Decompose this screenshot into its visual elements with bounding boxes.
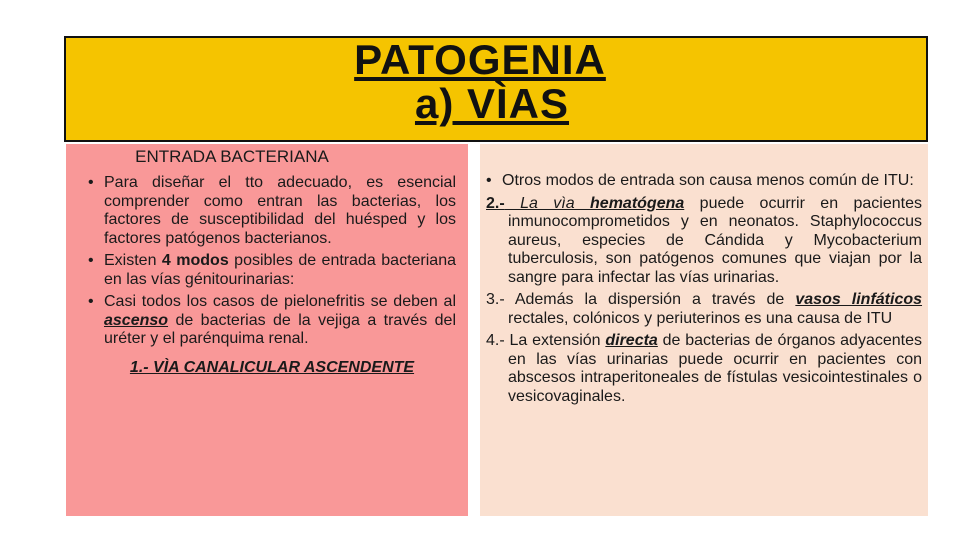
- text-run: posibles de entrada bacteriana en las vías génitourinarias:: [104, 252, 456, 288]
- left-footer: 1.- VÌA CANALICULAR ASCENDENTE: [129, 358, 415, 376]
- text-emphasis: vasos linfáticos: [795, 291, 923, 308]
- text-run: de bacterias de órganos adyacentes en las vías urinarias puede ocurrir en pacientes con abscesos intraperitoneales de fístulas vesicointestinales o vesicovaginales.: [508, 332, 922, 405]
- right-item-3: [486, 291, 922, 328]
- right-item-4: [486, 332, 922, 406]
- left-panel: [66, 144, 468, 516]
- right-panel: [480, 144, 928, 516]
- text-run: 4.- La extensión: [486, 332, 606, 349]
- title-line-1: PATOGENIA: [354, 36, 606, 83]
- left-bullet-2: [88, 252, 456, 289]
- title-line-2: a) VÌAS: [414, 80, 570, 127]
- text-bold: 4 modos: [161, 252, 229, 269]
- text-emphasis: hematógena: [590, 194, 685, 212]
- right-item-2: [486, 195, 922, 288]
- left-bullet-1: • Para diseñar el tto adecuado, es esencial comprender como entran las bacterias, los factores de susceptibilidad del huésped y los factores patógenos bacterianos.: [88, 174, 456, 248]
- text-run: Casi todos los casos de pielonefritis se deben al: [104, 293, 456, 310]
- item-number: 2.-: [486, 194, 505, 212]
- text-underline: La vìa: [504, 194, 591, 212]
- left-heading: ENTRADA BACTERIANA: [135, 147, 329, 166]
- text-emphasis: directa: [605, 332, 658, 349]
- right-bullet-1: • Otros modos de entrada son causa menos común de ITU:: [486, 172, 922, 191]
- text-run: Existen: [104, 252, 162, 269]
- text-run: puede ocurrir en pacientes inmunocomprometidos y en neonatos. Staphylococcus aureus, especies de Cándida y Mycobacterium tuberculosis, son patógenos comunes que viajan por la sangre para infectar las vías urinarias.: [508, 194, 922, 286]
- text-run: rectales, colónicos y periuterinos es una causa de ITU: [508, 309, 893, 327]
- slide-title: [0, 38, 960, 126]
- text-emphasis: ascenso: [104, 311, 169, 329]
- text-run: de bacterias de la vejiga a través del uréter y el parénquima renal.: [104, 311, 456, 347]
- left-bullet-3: [88, 293, 456, 349]
- text-run: 3.- Además la dispersión a través de: [486, 291, 796, 308]
